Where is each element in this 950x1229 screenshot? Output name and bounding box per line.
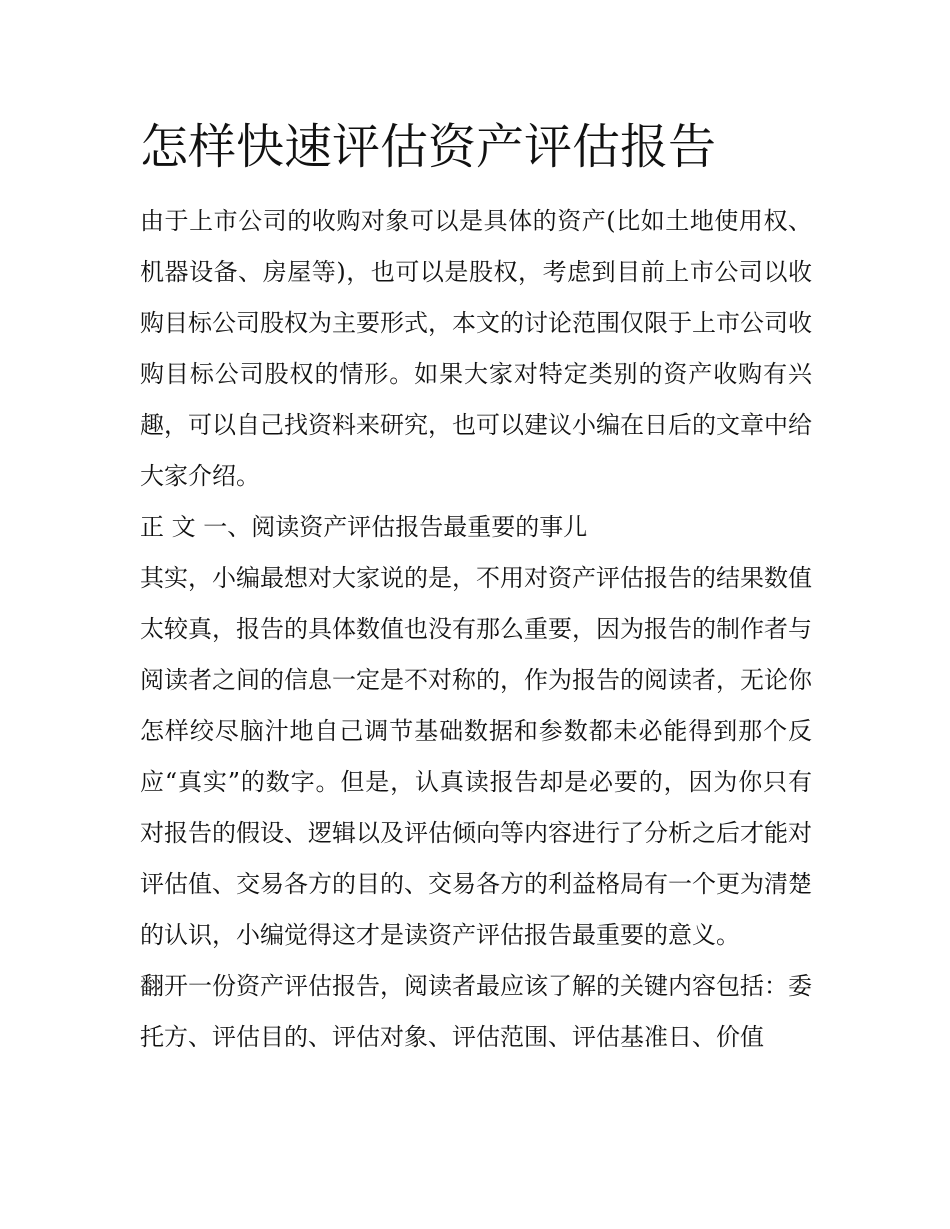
section-heading: 正 文 一、阅读资产评估报告最重要的事儿	[140, 513, 588, 541]
document-body	[140, 196, 812, 1063]
document-title: 怎样快速评估资产评估报告	[140, 119, 717, 175]
paragraph-intro: 由于上市公司的收购对象可以是具体的资产(比如土地使用权、机器设备、房屋等)，也可以是股权，考虑到目前上市公司以收购目标公司股权为主要形式，本文的讨论范围仅限于上市公司收购目标公司股权的情形。如果大家对特定类别的资产收购有兴趣，可以自己找资料来研究，也可以建议小编在日后的文章中给大家介绍。	[140, 207, 812, 490]
paragraph-main: 其实，小编最想对大家说的是，不用对资产评估报告的结果数值太较真，报告的具体数值也没有那么重要，因为报告的制作者与阅读者之间的信息一定是不对称的，作为报告的阅读者，无论你怎样绞尽脑汁地自己调节基础数据和参数都未必能得到那个反应“真实”的数字。但是，认真读报告却是必要的，因为你只有对报告的假设、逻辑以及评估倾向等内容进行了分析之后才能对评估值、交易各方的目的、交易各方的利益格局有一个更为清楚的认识，小编觉得这才是读资产评估报告最重要的意义。	[140, 564, 812, 949]
paragraph-key-contents: 翻开一份资产评估报告，阅读者最应该了解的关键内容包括：委托方、评估目的、评估对象、评估范围、评估基准日、价值	[140, 972, 812, 1051]
